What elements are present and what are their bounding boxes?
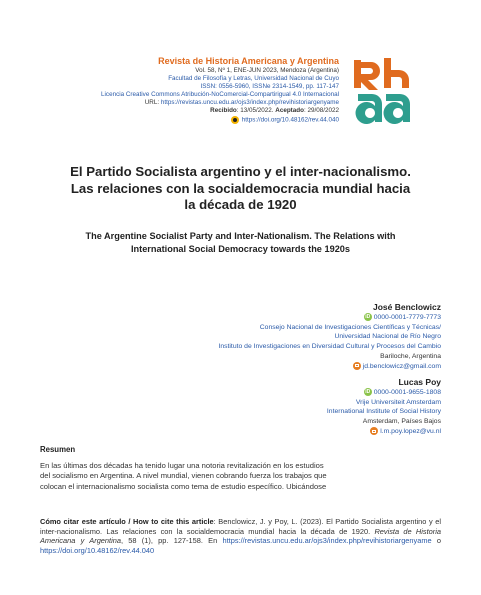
affiliation: Universidad Nacional de Río Negro	[334, 333, 441, 341]
license-link[interactable]: Licencia Creative Commons Atribución-NoComercial-Compartirigual 4.0 Internacional	[101, 91, 339, 99]
orcid-link[interactable]: 0000-0001-9655-1808	[373, 389, 441, 396]
doi-line	[19, 116, 339, 125]
doi-link[interactable]: https://doi.org/10.48162/rev.44.040	[241, 116, 339, 124]
article-subtitle-en: The Argentine Socialist Party and Inter-Nationalism. The Relations with International Social Democracy towards the 1920s	[85, 231, 396, 254]
citation-label: Cómo citar este artículo / How to cite this article	[40, 517, 214, 526]
orcid-link[interactable]: 0000-0001-7779-7773	[373, 314, 441, 321]
journal-url-link[interactable]: https://revistas.uncu.edu.ar/ojs3/index.php/revihistoriargenyame	[160, 99, 339, 107]
abstract-heading: Resumen	[40, 445, 76, 454]
journal-name: Revista de Historia Americana y Argentina	[158, 56, 339, 66]
article-title: El Partido Socialista argentino y el inter-nacionalismo. Las relaciones con la socialdemocracia mundial hacia la década de 1920	[70, 164, 411, 212]
author-location: Amsterdam, Países Bajos	[362, 418, 441, 426]
affiliation: Consejo Nacional de Investigaciones Científicas y Técnicas/	[259, 323, 441, 331]
citation-doi-link[interactable]: https://doi.org/10.48162/rev.44.040	[40, 546, 155, 556]
email-link[interactable]: jd.benclowicz@gmail.com	[362, 362, 441, 370]
doi-icon	[231, 116, 239, 124]
issn-info: ISSN: 0556-5960, ISSNe 2314-1549, pp. 117-147	[200, 83, 339, 91]
volume-info: Vol. 58, Nº 1, ENE-JUN 2023, Mendoza (Argentina)	[195, 67, 339, 74]
orcid-icon: iD	[365, 314, 371, 321]
orcid-icon: iD	[365, 389, 371, 396]
affiliation: Vrije Universiteit Amsterdam	[355, 398, 441, 406]
journal-logo	[352, 56, 414, 124]
email-icon	[370, 427, 378, 435]
citation-url-link[interactable]: https://revistas.uncu.edu.ar/ojs3/index.php/revihistoriargenyame	[222, 536, 432, 546]
abstract-text: En las últimas dos décadas ha tenido lugar una notoria revitalización en los estudios del socialismo en Argentina. A nivel mundial, vienen cobrando fuerza los trabajos que colocan el internacionalismo socialista como tema de estudio específico. Ubicándose	[40, 461, 327, 491]
journal-header	[19, 56, 339, 124]
url-line: URL: https://revistas.uncu.edu.ar/ojs3/index.php/revihistoriargenyame	[144, 99, 339, 107]
affiliation: International Institute of Social History	[326, 408, 441, 416]
email-icon	[353, 362, 361, 370]
author-block	[81, 377, 441, 437]
author-name: Lucas Poy	[398, 377, 441, 387]
email-link[interactable]: l.m.poy.lopez@vu.nl	[380, 427, 441, 435]
dates-line: Recibido: 13/05/2022. Aceptado: 29/08/2022	[210, 107, 339, 115]
author-block	[81, 302, 441, 371]
affiliation: Instituto de Investigaciones en Diversidad Cultural y Procesos del Cambio	[218, 343, 441, 351]
citation-block: Cómo citar este artículo / How to cite this article: Benclowicz, J. y Poy, L. (2023). El Partido Socialista argentino y el inter-nacionalismo. Las relaciones con la socialdemocracia mundial hacia la década de 1920. Revista de Historia Americana y Argentina, 58 (1), pp. 127-158. En https://revistas.uncu.edu.ar/ojs3/index.php/revihistoriargenyame o https://doi.org/10.48162/rev.44.040	[40, 517, 442, 556]
author-location: Bariloche, Argentina	[380, 352, 441, 360]
author-name: José Benclowicz	[372, 302, 441, 312]
faculty-info: Facultad de Filosofía y Letras, Universidad Nacional de Cuyo	[168, 75, 339, 83]
